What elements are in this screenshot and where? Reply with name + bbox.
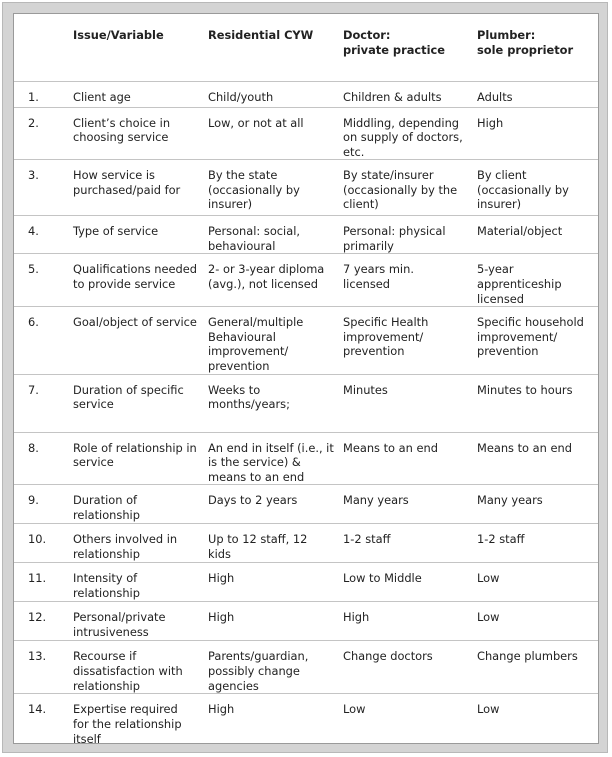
cell-residential-cyw — [208, 160, 343, 216]
cell-plumber — [477, 432, 598, 485]
cell-text: Days to 2 years — [208, 493, 298, 508]
cell-text: By the state (occasionally by insurer) — [208, 168, 300, 212]
cell-text: 2- or 3-year diploma (avg.), not licensed — [208, 262, 325, 292]
cell-text: Client’s choice in choosing service — [73, 115, 171, 145]
table-row — [14, 374, 598, 432]
cell-issue-variable — [73, 641, 208, 694]
cell-row-number — [14, 160, 73, 216]
cell-doctor — [343, 524, 477, 563]
cell-row-number — [14, 374, 73, 432]
cell-residential-cyw — [208, 432, 343, 485]
cell-issue-variable — [73, 216, 208, 254]
cell-row-number — [14, 81, 73, 107]
cell-text: 5-year apprenticeship licensed — [477, 262, 562, 306]
cell-residential-cyw — [208, 641, 343, 694]
cell-row-number — [14, 641, 73, 694]
cell-text: Intensity of relationship — [73, 571, 140, 600]
cell-residential-cyw — [208, 602, 343, 641]
cell-residential-cyw — [208, 374, 343, 432]
cell-text: Others involved in relationship — [73, 532, 178, 561]
cell-text: 6. — [28, 315, 39, 330]
cell-doctor — [343, 216, 477, 254]
cell-row-number — [14, 485, 73, 524]
cell-doctor — [343, 432, 477, 485]
cell-plumber — [477, 254, 598, 307]
cell-row-number — [14, 432, 73, 485]
cell-doctor — [343, 641, 477, 694]
cell-text: 1. — [28, 89, 39, 104]
table-row — [14, 160, 598, 216]
cell-text: Change doctors — [343, 649, 433, 664]
cell-text: High — [208, 702, 235, 717]
cell-text: Many years — [477, 493, 543, 508]
cell-text: Adults — [477, 89, 513, 104]
cell-plumber — [477, 160, 598, 216]
cell-plumber — [477, 374, 598, 432]
cell-text: Children & adults — [343, 89, 442, 104]
table-row — [14, 216, 598, 254]
cell-text: Type of service — [73, 224, 159, 239]
cell-row-number — [14, 216, 73, 254]
cell-plumber — [477, 602, 598, 641]
cell-text: Specific household improvement/ prevention — [477, 315, 584, 359]
cell-doctor — [343, 602, 477, 641]
cell-text: Up to 12 staff, 12 kids — [208, 532, 308, 561]
table-row — [14, 694, 598, 746]
cell-residential-cyw — [208, 485, 343, 524]
cell-residential-cyw — [208, 81, 343, 107]
cell-doctor — [343, 81, 477, 107]
cell-row-number — [14, 107, 73, 160]
cell-text: Goal/object of service — [73, 315, 197, 330]
header-issue-variable: Issue/Variable — [73, 28, 164, 42]
cell-plumber — [477, 694, 598, 746]
cell-doctor — [343, 160, 477, 216]
cell-plumber — [477, 524, 598, 563]
cell-text: High — [477, 115, 504, 130]
table-row — [14, 307, 598, 374]
cell-text: Personal: physical primarily — [343, 224, 446, 253]
table-row — [14, 602, 598, 641]
cell-issue-variable — [73, 694, 208, 746]
cell-text: High — [208, 571, 235, 586]
cell-text: General/multiple Behavioural improvement/ prevention — [208, 315, 304, 374]
cell-text: Low, or not at all — [208, 115, 304, 130]
cell-text: Many years — [343, 493, 409, 508]
cell-issue-variable — [73, 432, 208, 485]
cell-text: 10. — [28, 532, 47, 547]
cell-text: Means to an end — [477, 440, 572, 455]
cell-residential-cyw — [208, 307, 343, 374]
cell-row-number — [14, 254, 73, 307]
cell-issue-variable — [73, 81, 208, 107]
cell-text: Duration of relationship — [73, 493, 140, 522]
cell-residential-cyw — [208, 107, 343, 160]
cell-row-number — [14, 602, 73, 641]
cell-plumber — [477, 563, 598, 602]
cell-text: Duration of specific service — [73, 382, 184, 412]
table-row — [14, 81, 598, 107]
cell-residential-cyw — [208, 524, 343, 563]
cell-doctor — [343, 307, 477, 374]
cell-text: By client (occasionally by insurer) — [477, 168, 569, 212]
cell-text: Specific Health improvement/ prevention — [343, 315, 429, 359]
cell-text: Minutes to hours — [477, 382, 573, 397]
cell-row-number — [14, 524, 73, 563]
header-residential-cyw: Residential CYW — [208, 28, 314, 42]
cell-text: Role of relationship in service — [73, 440, 197, 470]
cell-doctor — [343, 254, 477, 307]
header-plumber: Plumber: sole proprietor — [477, 28, 574, 57]
cell-text: 2. — [28, 115, 39, 130]
cell-text: Low — [477, 571, 500, 586]
cell-text: An end in itself (i.e., it is the service) & means to an end — [208, 440, 334, 484]
table-row — [14, 641, 598, 694]
cell-issue-variable — [73, 307, 208, 374]
cell-issue-variable — [73, 160, 208, 216]
cell-text: 9. — [28, 493, 39, 508]
cell-text: 7 years min. licensed — [343, 262, 414, 292]
cell-text: Change plumbers — [477, 649, 578, 664]
cell-residential-cyw — [208, 563, 343, 602]
cell-text: Low — [477, 610, 500, 625]
cell-text: Child/youth — [208, 89, 274, 104]
cell-text: By state/insurer (occasionally by the client) — [343, 168, 458, 212]
cell-issue-variable — [73, 563, 208, 602]
table-row — [14, 432, 598, 485]
cell-text: Recourse if dissatisfaction with relationship — [73, 649, 183, 693]
cell-text: 8. — [28, 440, 39, 455]
cell-text: 3. — [28, 168, 39, 183]
cell-row-number — [14, 694, 73, 746]
cell-text: High — [208, 610, 235, 625]
table-panel — [13, 13, 599, 744]
comparison-table — [14, 14, 598, 746]
cell-residential-cyw — [208, 216, 343, 254]
cell-doctor — [343, 107, 477, 160]
cell-text: Weeks to months/years; — [208, 382, 290, 412]
cell-text: 4. — [28, 224, 39, 239]
cell-row-number — [14, 563, 73, 602]
table-row — [14, 485, 598, 524]
table-row — [14, 107, 598, 160]
cell-text: 7. — [28, 382, 39, 397]
cell-plumber — [477, 107, 598, 160]
cell-issue-variable — [73, 374, 208, 432]
table-frame — [2, 2, 608, 753]
cell-text: 11. — [28, 571, 47, 586]
table-body — [14, 81, 598, 746]
cell-text: Low — [477, 702, 500, 717]
cell-text: Low to Middle — [343, 571, 422, 586]
cell-doctor — [343, 485, 477, 524]
cell-issue-variable — [73, 107, 208, 160]
header-doctor: Doctor: private practice — [343, 28, 445, 57]
cell-text: Minutes — [343, 382, 388, 397]
cell-text: Parents/guardian, possibly change agencies — [208, 649, 309, 693]
cell-residential-cyw — [208, 694, 343, 746]
cell-text: Personal/private intrusiveness — [73, 610, 166, 639]
cell-text: Middling, depending on supply of doctors, etc. — [343, 115, 463, 159]
cell-text: High — [343, 610, 370, 625]
cell-text: 1-2 staff — [343, 532, 391, 547]
cell-plumber — [477, 641, 598, 694]
cell-plumber — [477, 216, 598, 254]
cell-text: 12. — [28, 610, 47, 625]
cell-text: 13. — [28, 649, 47, 664]
cell-text: How service is purchased/paid for — [73, 168, 181, 197]
header-number — [14, 14, 73, 81]
cell-text: Material/object — [477, 224, 563, 239]
cell-text: Client age — [73, 89, 131, 104]
cell-issue-variable — [73, 485, 208, 524]
cell-plumber — [477, 307, 598, 374]
cell-text: 14. — [28, 702, 47, 717]
table-row — [14, 524, 598, 563]
cell-plumber — [477, 485, 598, 524]
cell-doctor — [343, 374, 477, 432]
cell-text: 5. — [28, 262, 39, 277]
header-row — [14, 14, 598, 81]
cell-residential-cyw — [208, 254, 343, 307]
cell-text: 1-2 staff — [477, 532, 525, 547]
cell-text: Means to an end — [343, 440, 438, 455]
cell-text: Low — [343, 702, 366, 717]
cell-issue-variable — [73, 524, 208, 563]
cell-issue-variable — [73, 602, 208, 641]
cell-plumber — [477, 81, 598, 107]
cell-text: Personal: social, behavioural — [208, 224, 300, 253]
table-row — [14, 563, 598, 602]
table-row — [14, 254, 598, 307]
cell-doctor — [343, 694, 477, 746]
cell-issue-variable — [73, 254, 208, 307]
cell-doctor — [343, 563, 477, 602]
cell-text: Qualifications needed to provide service — [73, 262, 197, 292]
cell-text: Expertise required for the relationship itself — [73, 702, 182, 746]
cell-row-number — [14, 307, 73, 374]
